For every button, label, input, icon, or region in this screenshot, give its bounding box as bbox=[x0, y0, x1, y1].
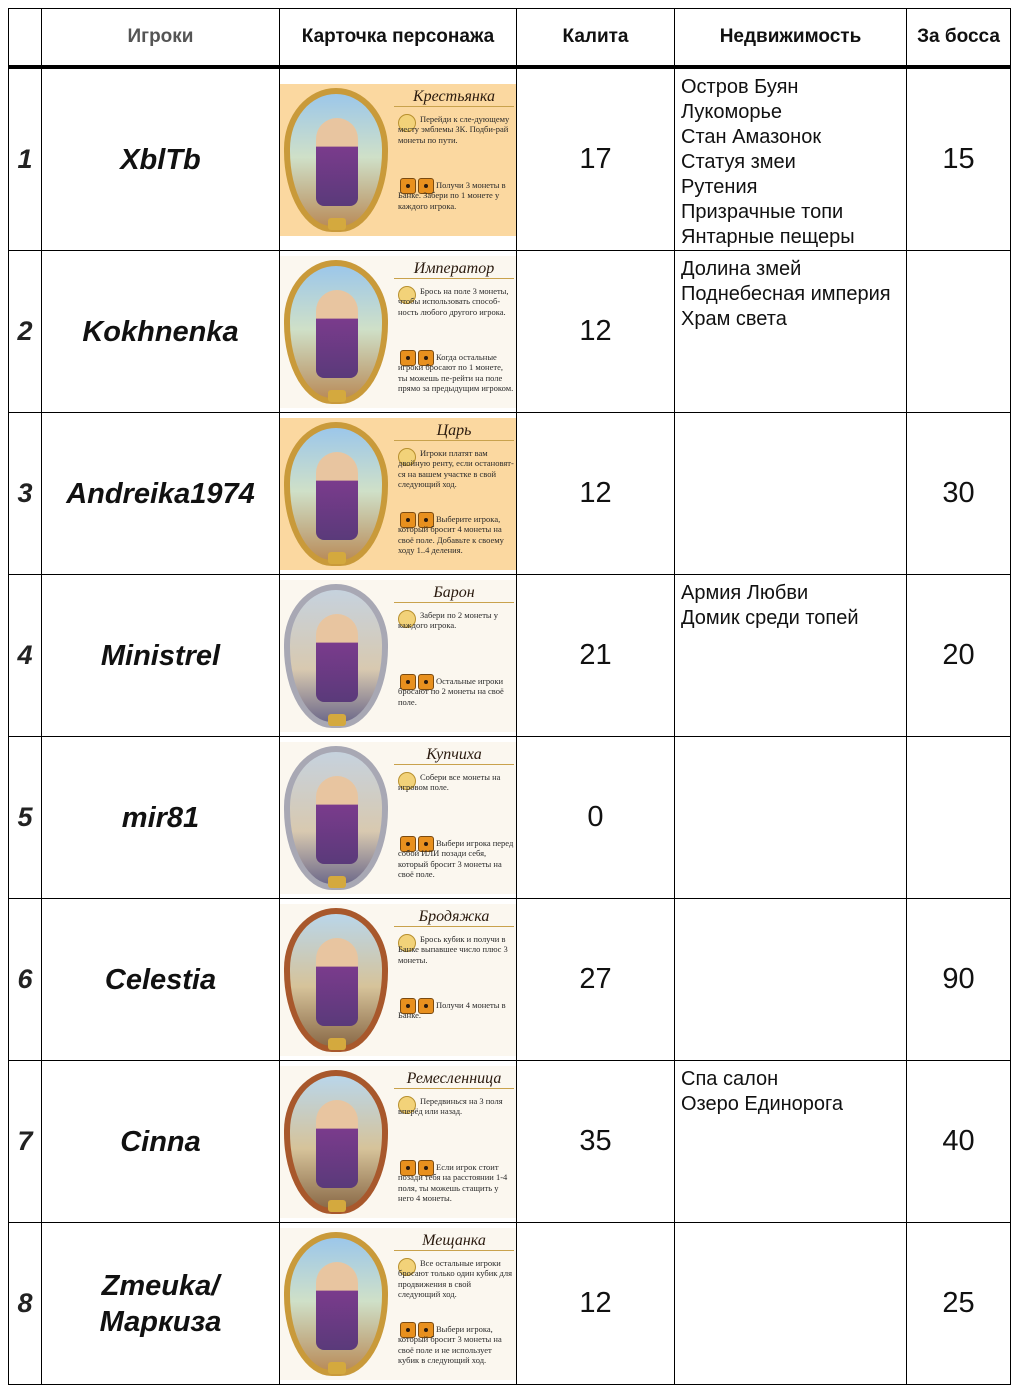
crest-icon bbox=[328, 714, 346, 726]
character-name: Мещанка bbox=[394, 1232, 514, 1251]
ability-text: Перейди к сле-дующему месту эмблемы ЗК. Подби-рай монеты по пути. bbox=[398, 113, 510, 145]
property-list bbox=[675, 1061, 907, 1223]
table-row bbox=[9, 899, 1011, 1061]
character-name: Бродяжка bbox=[394, 908, 514, 927]
boss-value: 20 bbox=[907, 575, 1011, 737]
dice-ability-text: Получи 3 монеты в Банке. Забери по 1 монете у каждого игрока. bbox=[398, 179, 506, 211]
player-name: Ministrel bbox=[42, 575, 280, 737]
character-name: Купчиха bbox=[394, 746, 514, 765]
dice-ability-text: Если игрок стоит позади тебя на расстоянии 1-4 поля, ты можешь стащить у него 4 монеты. bbox=[398, 1161, 508, 1203]
ability-text: Передвинься на 3 поля вперёд или назад. bbox=[398, 1095, 503, 1116]
table-row bbox=[9, 251, 1011, 413]
boss-value: 15 bbox=[907, 67, 1011, 251]
property-item: Озеро Единорога bbox=[681, 1093, 844, 1115]
property-list bbox=[675, 67, 907, 251]
character-card bbox=[280, 1228, 516, 1380]
dice-ability-text: Выбери игрока, который бросит 3 монеты на своё поле и не использует кубик в следующий ход. bbox=[398, 1323, 502, 1365]
property-list bbox=[675, 251, 907, 413]
property-item: Призрачные топи bbox=[681, 201, 844, 223]
character-figure bbox=[316, 938, 358, 1026]
dice-ability-text: Выберите игрока, который бросит 4 монеты на своё поле. Добавьте к своему ходу 1..4 деления. bbox=[398, 513, 504, 555]
crest-icon bbox=[328, 218, 346, 230]
property-list bbox=[675, 1223, 907, 1385]
property-item: Остров Буян bbox=[681, 76, 799, 98]
character-portrait bbox=[284, 88, 388, 232]
dice-ability-text: Получи 4 монеты в Банке. bbox=[398, 999, 506, 1020]
standings-table bbox=[8, 8, 1011, 1385]
property-item: Рутения bbox=[681, 176, 758, 198]
property-item: Армия Любви bbox=[681, 582, 809, 604]
kalita-value: 21 bbox=[517, 575, 675, 737]
character-figure bbox=[316, 776, 358, 864]
property-item: Храм света bbox=[681, 308, 787, 330]
player-name: Zmeuka/ Маркиза bbox=[42, 1223, 280, 1385]
character-card bbox=[280, 742, 516, 894]
boss-value bbox=[907, 737, 1011, 899]
property-item: Спа салон bbox=[681, 1068, 779, 1090]
character-figure bbox=[316, 290, 358, 378]
crest-icon bbox=[328, 1038, 346, 1050]
kalita-value: 27 bbox=[517, 899, 675, 1061]
kalita-value: 35 bbox=[517, 1061, 675, 1223]
row-number: 3 bbox=[9, 413, 42, 575]
character-card-cell bbox=[280, 575, 517, 737]
character-card-cell bbox=[280, 1223, 517, 1385]
character-portrait bbox=[284, 1070, 388, 1214]
kalita-value: 12 bbox=[517, 413, 675, 575]
character-portrait bbox=[284, 1232, 388, 1376]
crest-icon bbox=[328, 1362, 346, 1374]
character-card bbox=[280, 84, 516, 236]
row-number: 4 bbox=[9, 575, 42, 737]
ability-text: Все остальные игроки бросают только один кубик для продвижения в свой следующий ход. bbox=[398, 1257, 512, 1299]
table-row bbox=[9, 413, 1011, 575]
dice-ability-text: Выбери игрока перед собой ИЛИ позади себя, который бросит 3 монеты на своё поле. bbox=[398, 837, 514, 879]
character-figure bbox=[316, 1262, 358, 1350]
character-name: Император bbox=[394, 260, 514, 279]
player-name: Cinna bbox=[42, 1061, 280, 1223]
player-name: Andreika1974 bbox=[42, 413, 280, 575]
crest-icon bbox=[328, 876, 346, 888]
character-card bbox=[280, 418, 516, 570]
property-item: Янтарные пещеры bbox=[681, 226, 855, 248]
property-item: Поднебесная империя bbox=[681, 283, 891, 305]
character-figure bbox=[316, 452, 358, 540]
boss-value: 90 bbox=[907, 899, 1011, 1061]
row-number: 1 bbox=[9, 67, 42, 251]
property-list bbox=[675, 737, 907, 899]
table-row bbox=[9, 575, 1011, 737]
character-figure bbox=[316, 614, 358, 702]
character-card bbox=[280, 1066, 516, 1218]
crest-icon bbox=[328, 552, 346, 564]
property-list bbox=[675, 575, 907, 737]
kalita-value: 17 bbox=[517, 67, 675, 251]
character-figure bbox=[316, 118, 358, 206]
character-portrait bbox=[284, 746, 388, 890]
character-card-cell bbox=[280, 413, 517, 575]
character-card-cell bbox=[280, 1061, 517, 1223]
character-card-cell bbox=[280, 67, 517, 251]
row-number: 2 bbox=[9, 251, 42, 413]
property-list bbox=[675, 413, 907, 575]
crest-icon bbox=[328, 390, 346, 402]
row-number: 7 bbox=[9, 1061, 42, 1223]
player-name: Kokhnenka bbox=[42, 251, 280, 413]
header-boss: За босса bbox=[907, 9, 1011, 68]
property-item: Статуя змеи bbox=[681, 151, 796, 173]
character-name: Царь bbox=[394, 422, 514, 441]
kalita-value: 12 bbox=[517, 1223, 675, 1385]
character-card-cell bbox=[280, 737, 517, 899]
player-name: Celestia bbox=[42, 899, 280, 1061]
ability-text: Игроки платят вам двойную ренту, если остановят-ся на вашем участке в свой следующий ход. bbox=[398, 447, 514, 489]
character-card bbox=[280, 580, 516, 732]
row-number: 6 bbox=[9, 899, 42, 1061]
boss-value: 25 bbox=[907, 1223, 1011, 1385]
header-players: Игроки bbox=[42, 9, 280, 68]
row-number: 8 bbox=[9, 1223, 42, 1385]
character-card-cell bbox=[280, 899, 517, 1061]
property-list bbox=[675, 899, 907, 1061]
kalita-value: 12 bbox=[517, 251, 675, 413]
property-item: Стан Амазонок bbox=[681, 126, 822, 148]
dice-ability-text: Остальные игроки бросают по 2 монеты на своё поле. bbox=[398, 675, 504, 707]
character-portrait bbox=[284, 422, 388, 566]
character-name: Крестьянка bbox=[394, 88, 514, 107]
character-card-cell bbox=[280, 251, 517, 413]
header-property: Недвижимость bbox=[675, 9, 907, 68]
header-kalita: Калита bbox=[517, 9, 675, 68]
character-portrait bbox=[284, 584, 388, 728]
table-row bbox=[9, 67, 1011, 251]
crest-icon bbox=[328, 1200, 346, 1212]
property-item: Лукоморье bbox=[681, 101, 782, 123]
character-name: Ремесленница bbox=[394, 1070, 514, 1089]
kalita-value: 0 bbox=[517, 737, 675, 899]
dice-ability-text: Когда остальные игроки бросают по 1 монете, ты можешь пе-рейти на поле прямо за предыдущим игроком. bbox=[398, 351, 514, 393]
character-card bbox=[280, 904, 516, 1056]
header-card: Карточка персонажа bbox=[280, 9, 517, 68]
table-row bbox=[9, 1061, 1011, 1223]
player-name: mir81 bbox=[42, 737, 280, 899]
ability-text: Брось кубик и получи в Банке выпавшее число плюс 3 монеты. bbox=[398, 933, 508, 965]
ability-text: Собери все монеты на игровом поле. bbox=[398, 771, 501, 792]
property-item: Домик среди топей bbox=[681, 607, 859, 629]
character-portrait bbox=[284, 260, 388, 404]
character-name: Барон bbox=[394, 584, 514, 603]
table-row bbox=[9, 1223, 1011, 1385]
character-card bbox=[280, 256, 516, 408]
character-portrait bbox=[284, 908, 388, 1052]
boss-value: 30 bbox=[907, 413, 1011, 575]
ability-text: Забери по 2 монеты у каждого игрока. bbox=[398, 609, 498, 630]
character-figure bbox=[316, 1100, 358, 1188]
property-item: Долина змей bbox=[681, 258, 802, 280]
row-number: 5 bbox=[9, 737, 42, 899]
header-num bbox=[9, 9, 42, 68]
boss-value: 40 bbox=[907, 1061, 1011, 1223]
header-row bbox=[9, 9, 1011, 68]
player-name: XblTb bbox=[42, 67, 280, 251]
boss-value bbox=[907, 251, 1011, 413]
table-row bbox=[9, 737, 1011, 899]
ability-text: Брось на поле 3 монеты, чтобы использовать способ-ность любого другого игрока. bbox=[398, 285, 509, 317]
